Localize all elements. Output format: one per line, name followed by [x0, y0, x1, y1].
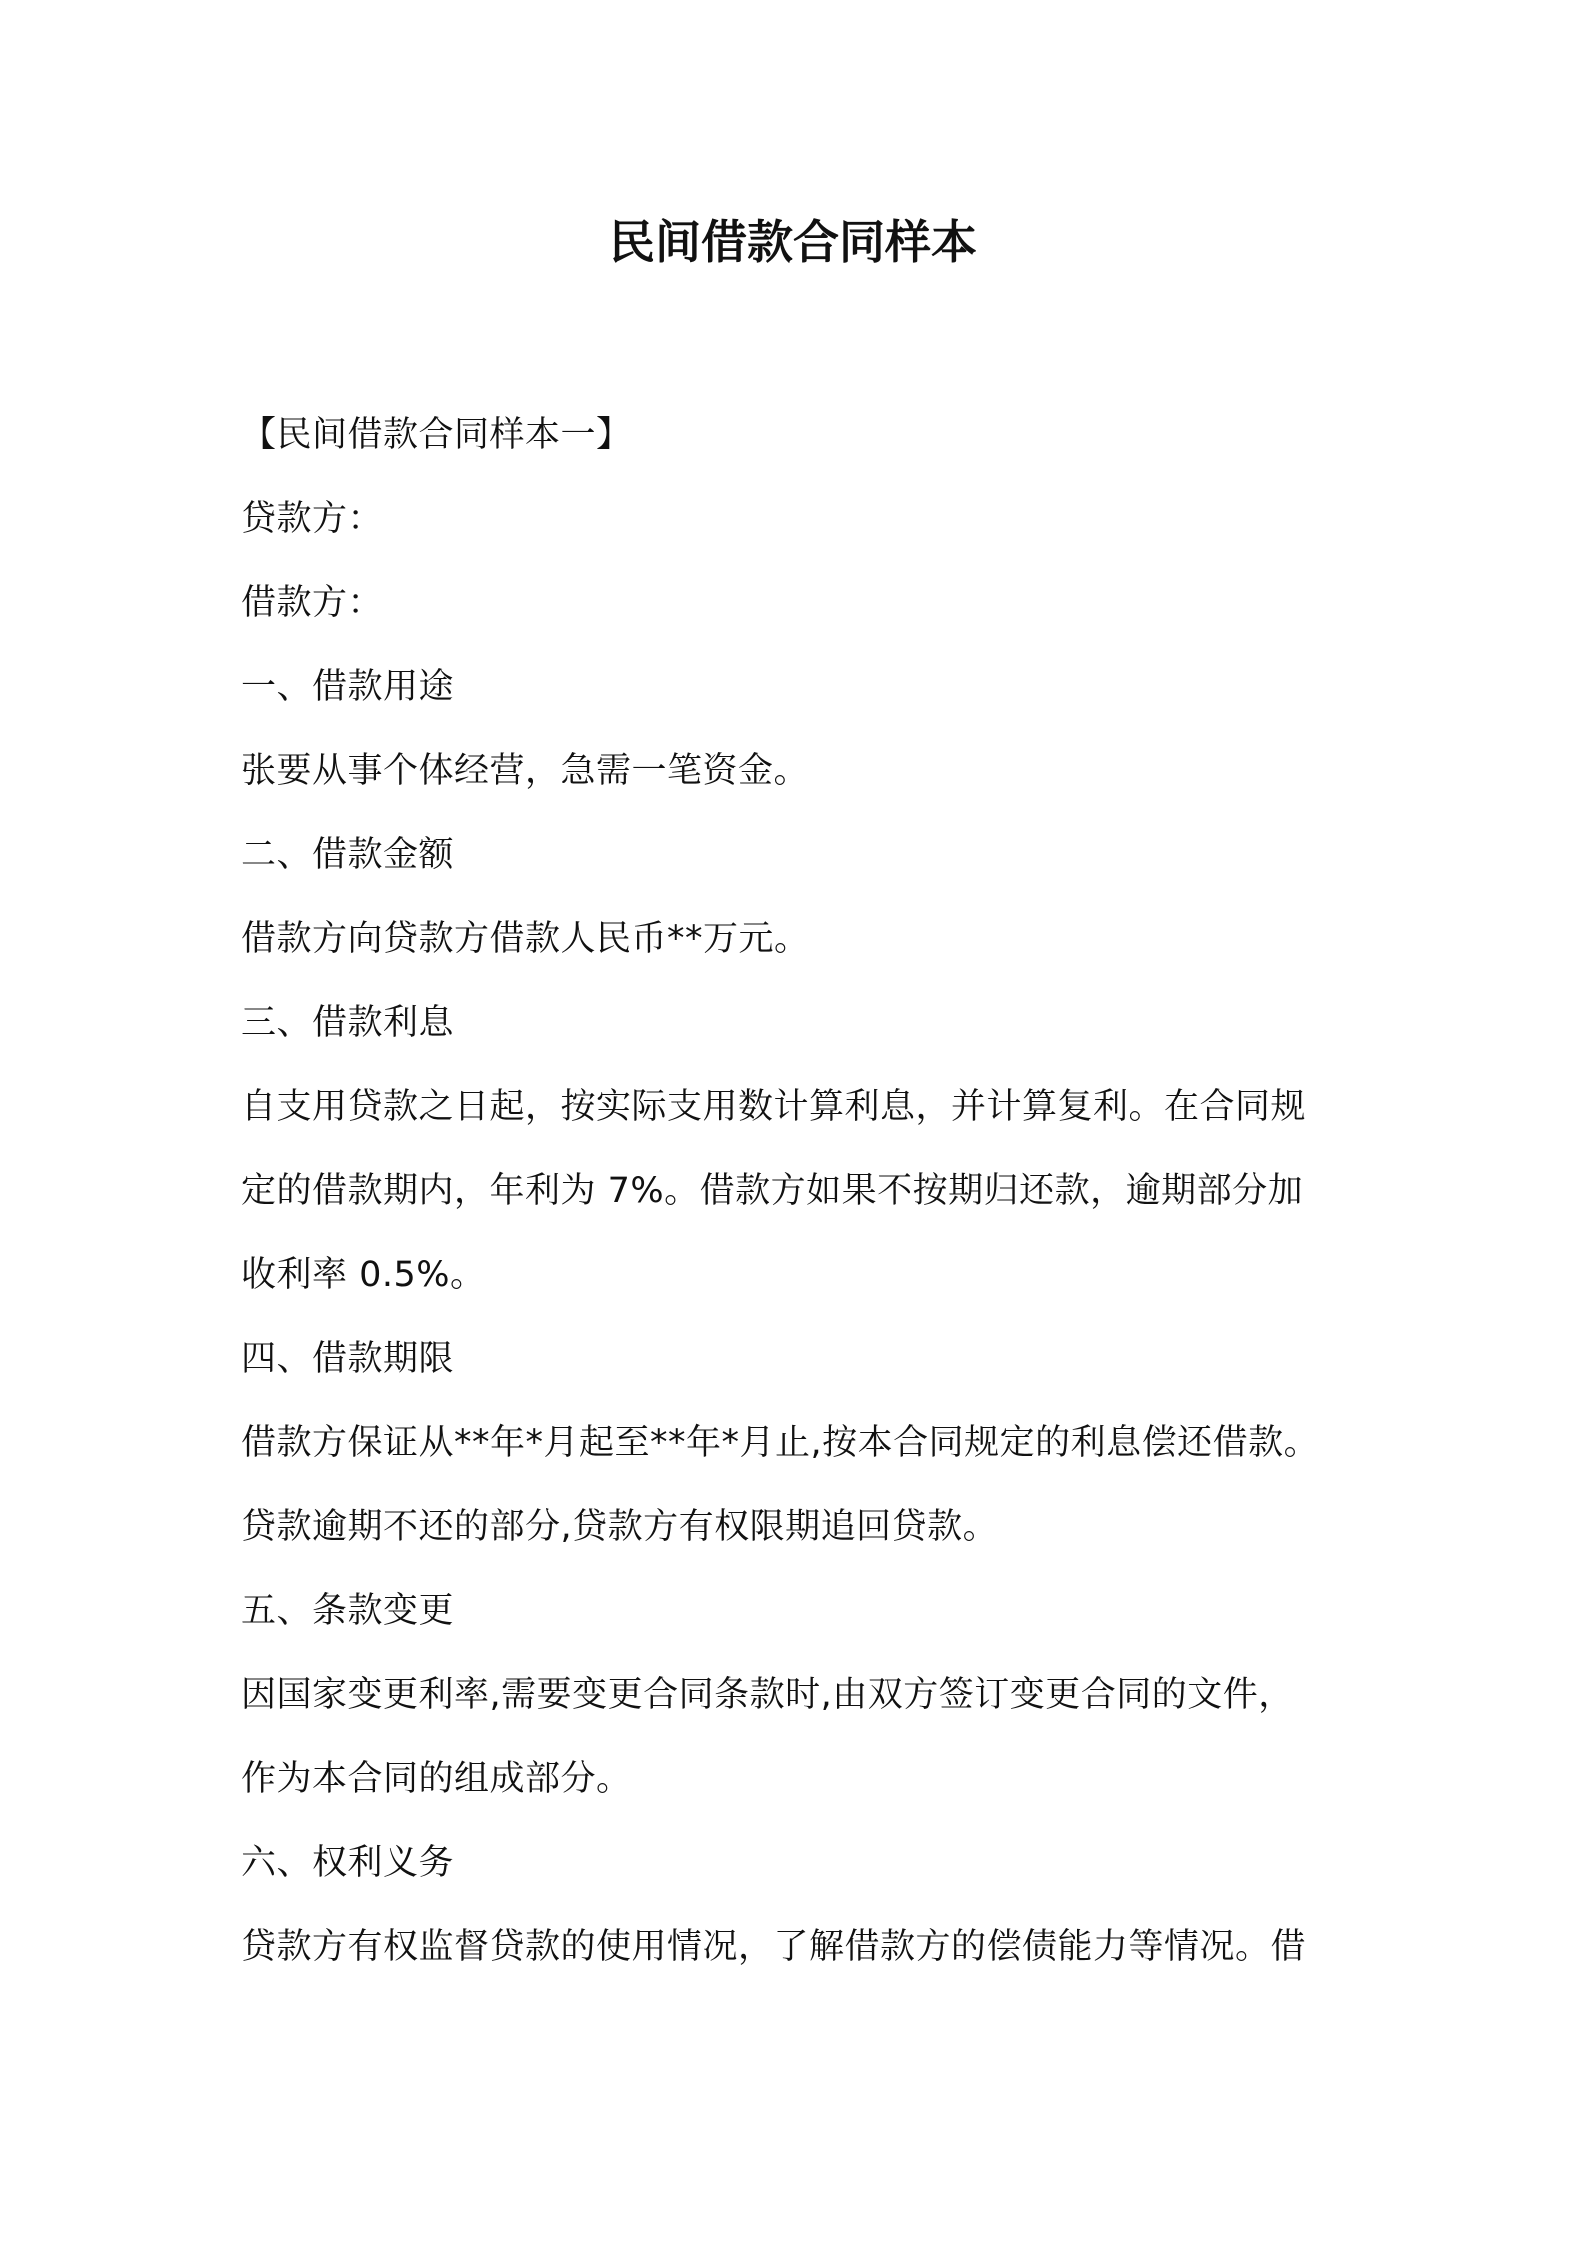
clause-heading-purpose: 一、借款用途 — [241, 667, 455, 707]
clause-body-interest-line-2: 定的借款期内，年利为 7%。借款方如果不按期归还款，逾期部分加 — [241, 1171, 1304, 1211]
borrower-label: 借款方： — [241, 583, 384, 623]
section-heading-sample-one: 【民间借款合同样本一】 — [241, 415, 632, 455]
clause-body-interest-line-1: 自支用贷款之日起，按实际支用数计算利息，并计算复利。在合同规 — [241, 1087, 1307, 1127]
clause-body-amendment-line-2: 作为本合同的组成部分。 — [241, 1759, 632, 1799]
clause-heading-rights: 六、权利义务 — [241, 1843, 455, 1883]
clause-heading-amendment: 五、条款变更 — [241, 1591, 455, 1631]
clause-heading-term: 四、借款期限 — [241, 1339, 455, 1379]
clause-body-amount: 借款方向贷款方借款人民币**万元。 — [241, 919, 810, 959]
clause-heading-interest: 三、借款利息 — [241, 1003, 455, 1043]
document-title: 民间借款合同样本 — [609, 215, 977, 269]
clause-body-term-line-2: 贷款逾期不还的部分,贷款方有权限期追回贷款。 — [241, 1507, 999, 1547]
clause-heading-amount: 二、借款金额 — [241, 835, 455, 875]
clause-body-interest-line-3: 收利率 0.5%。 — [241, 1255, 486, 1295]
clause-body-amendment-line-1: 因国家变更利率,需要变更合同条款时,由双方签订变更合同的文件， — [241, 1675, 1294, 1715]
clause-body-rights-line-1: 贷款方有权监督贷款的使用情况，了解借款方的偿债能力等情况。借 — [241, 1927, 1307, 1967]
lender-label: 贷款方： — [241, 499, 384, 539]
clause-body-purpose: 张要从事个体经营，急需一笔资金。 — [241, 751, 810, 791]
clause-body-term-line-1: 借款方保证从**年*月起至**年*月止,按本合同规定的利息偿还借款。 — [241, 1423, 1320, 1463]
